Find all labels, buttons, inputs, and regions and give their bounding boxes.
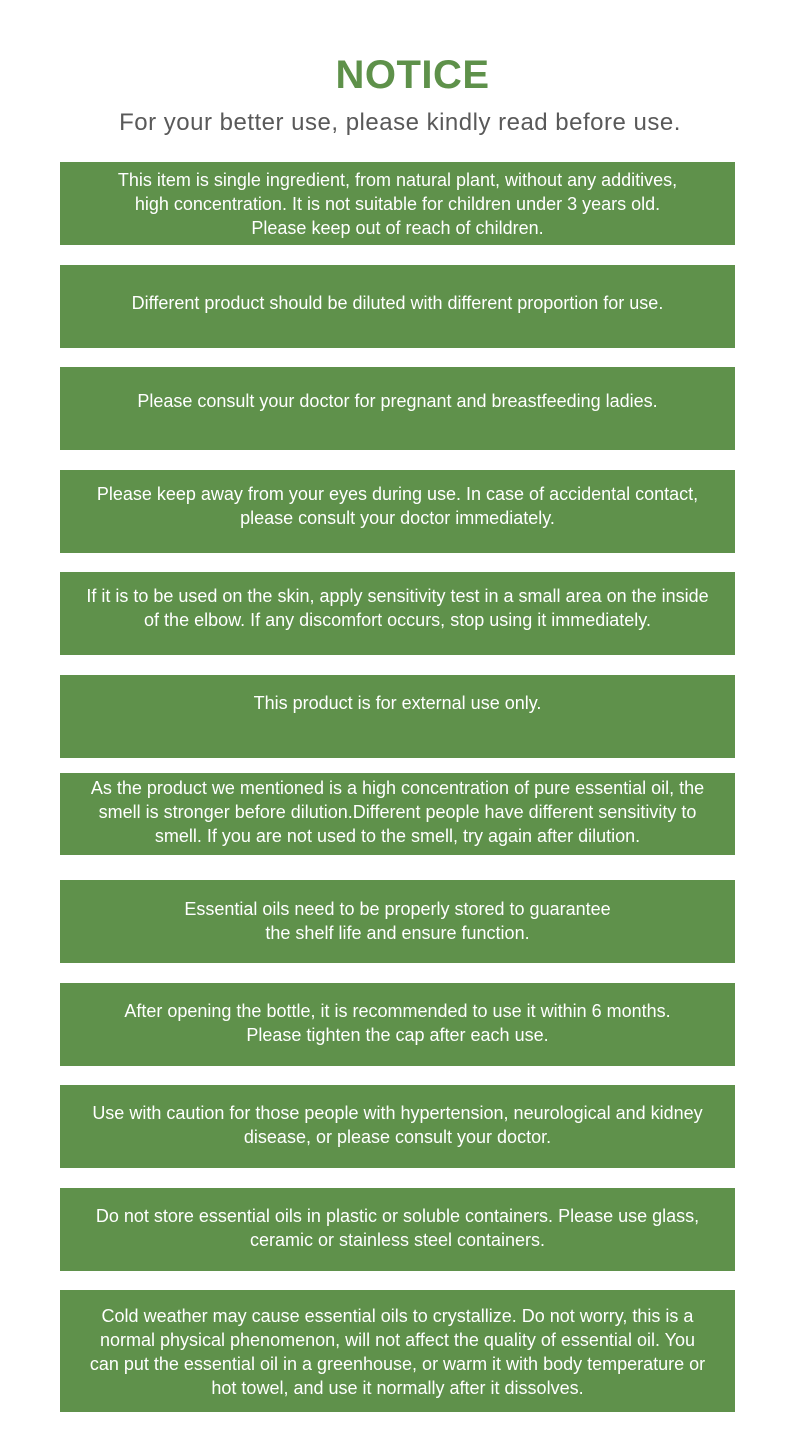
notice-text-line: can put the essential oil in a greenhouse, or warm it with body temperature or	[89, 1354, 706, 1374]
notice-text-line: high concentration. It is not suitable for children under 3 years old.	[134, 194, 661, 214]
notice-box-after-opening	[60, 983, 735, 1066]
notice-box-skin-test	[60, 572, 735, 655]
notice-text-line: If it is to be used on the skin, apply sensitivity test in a small area on the inside	[86, 586, 709, 606]
notice-text-line: of the elbow. If any discomfort occurs, stop using it immediately.	[144, 610, 651, 630]
notice-text-line: smell is stronger before dilution.Different people have different sensitivity to	[98, 802, 697, 822]
notice-box-caution	[60, 1085, 735, 1168]
page-subtitle: For your better use, please kindly read before use.	[119, 109, 681, 136]
notice-text-line: Do not store essential oils in plastic or soluble containers. Please use glass,	[95, 1206, 700, 1226]
notice-box-storage	[60, 880, 735, 963]
notice-text-line: disease, or please consult your doctor.	[243, 1127, 552, 1147]
notice-box-smell	[60, 773, 735, 855]
notice-text-line: Use with caution for those people with hypertension, neurological and kidney	[92, 1103, 703, 1123]
notice-box-pregnancy	[60, 367, 735, 450]
notice-text-line: Please tighten the cap after each use.	[246, 1025, 549, 1045]
notice-text-line: normal physical phenomenon, will not affect the quality of essential oil. You	[99, 1330, 696, 1350]
notice-text-line: smell. If you are not used to the smell, try again after dilution.	[154, 826, 641, 846]
notice-text-line: please consult your doctor immediately.	[240, 508, 555, 528]
notice-box-children-safety	[60, 162, 735, 245]
notice-text-line: hot towel, and use it normally after it dissolves.	[211, 1378, 584, 1398]
notice-text-line: ceramic or stainless steel containers.	[249, 1230, 546, 1250]
notice-text-line: Cold weather may cause essential oils to crystallize. Do not worry, this is a	[101, 1306, 694, 1326]
notice-text-line: the shelf life and ensure function.	[265, 923, 530, 943]
notice-text-line: This product is for external use only.	[253, 693, 542, 713]
notice-box-dilution	[60, 265, 735, 348]
notice-text-line: Essential oils need to be properly stored to guarantee	[184, 899, 611, 919]
notice-box-eyes	[60, 470, 735, 553]
notice-box-containers	[60, 1188, 735, 1271]
notice-text-line: This item is single ingredient, from natural plant, without any additives,	[117, 170, 678, 190]
notice-text-line: Please consult your doctor for pregnant and breastfeeding ladies.	[137, 391, 658, 411]
notice-box-external-use	[60, 675, 735, 758]
notice-text-line: After opening the bottle, it is recommended to use it within 6 months.	[124, 1001, 671, 1021]
notice-box-crystallize	[60, 1290, 735, 1412]
notice-text-line: As the product we mentioned is a high concentration of pure essential oil, the	[90, 778, 705, 798]
page-title: NOTICE	[335, 53, 490, 97]
notice-text-line: Different product should be diluted with different proportion for use.	[131, 293, 664, 313]
notice-text-line: Please keep out of reach of children.	[251, 218, 544, 238]
notice-text-line: Please keep away from your eyes during use. In case of accidental contact,	[96, 484, 699, 504]
